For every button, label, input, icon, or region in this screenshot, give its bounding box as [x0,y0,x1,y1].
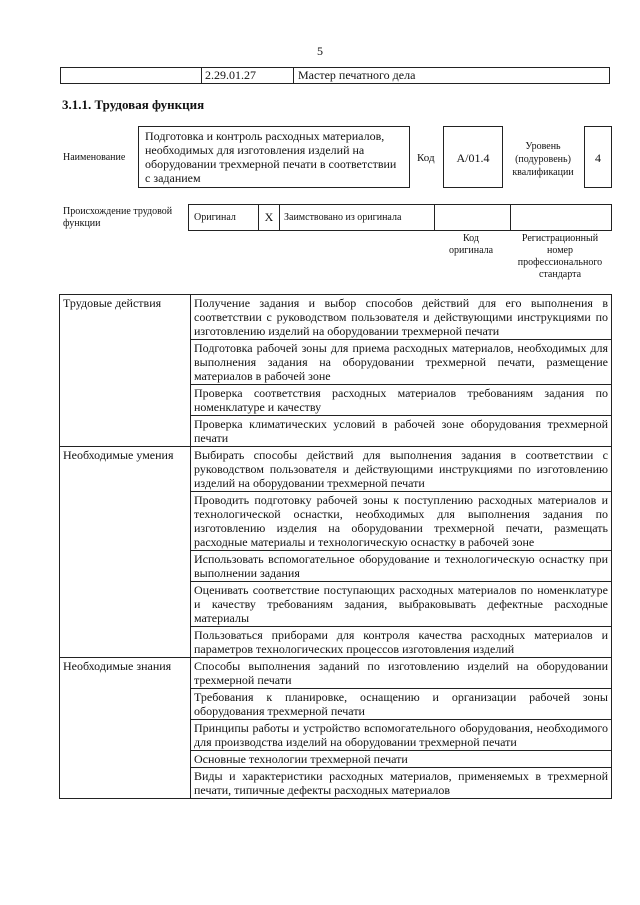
table-cell: Проверка соответствия расходных материалов требованиям задания по номенклатуре и качеству [191,385,612,416]
table-cell: Использовать вспомогательное оборудование и технологическую оснастку при выполнении задания [191,551,612,582]
table-cell: Требования к планировке, оснащению и организации рабочей зоны оборудования трехмерной печати [191,689,612,720]
table-cell: Подготовка рабочей зоны для приема расходных материалов, необходимых для выполнения задания на оборудовании трехмерной печати, размещение материалов в рабочей зоне [191,340,612,385]
origin-label: Происхождение трудовой функции [63,206,173,229]
section-heading: Необходимые знания [60,658,191,799]
requirements-table [59,294,612,799]
level-label: Уровень (подуровень) квалификации [512,141,574,178]
table-cell: Проводить подготовку рабочей зоны к поступлению расходных материалов и технологической оснастки, необходимых для выполнения задания по изготовлению изделия на оборудовании трехмерной печати, размещать расходные материалы и технологическую оснастку в рабочей зоне [191,492,612,551]
original-code-caption: Код оригинала [448,233,494,256]
header-empty-cell [61,68,202,84]
reg-number-caption: Регистрационный номер профессионального стандарта [517,233,603,280]
function-name-box [138,126,410,188]
table-cell: Получение задания и выбор способов действий для его выполнения в соответствии с руководством пользователя и действующими инструкциями по изготовлению изделий на оборудовании трехмерной печати [191,295,612,340]
original-code-cell [435,205,511,231]
table-row [60,295,612,340]
table-cell: Выбирать способы действий для выполнения задания в соответствии с руководством пользователя и действующими инструкциями по изготовлению изделий на оборудовании трехмерной печати [191,447,612,492]
header-row-table [60,67,610,84]
code-label: Код [417,152,435,164]
origin-table [188,204,612,231]
name-label: Наименование [63,152,126,163]
header-title: Мастер печатного дела [294,68,610,84]
section-heading: Трудовые действия [60,295,191,447]
table-cell: Принципы работы и устройство вспомогательного оборудования, необходимого для производства изделий на оборудовании трехмерной печати [191,720,612,751]
table-cell: Пользоваться приборами для контроля качества расходных материалов и параметров технологических процессов изготовления изделий [191,627,612,658]
table-cell: Основные технологии трехмерной печати [191,751,612,768]
table-row [60,447,612,492]
section-title: 3.1.1. Трудовая функция [62,97,205,112]
original-mark: X [259,205,280,231]
table-cell: Проверка климатических условий в рабочей зоне оборудования трехмерной печати [191,416,612,447]
function-code: A/01.4 [443,126,503,188]
function-name: Подготовка и контроль расходных материалов, необходимых для изготовления изделий на оборудовании трехмерной печати в соответствии с заданием [145,129,397,185]
original-cell: Оригинал [189,205,259,231]
page-number: 5 [317,44,323,58]
table-row [60,658,612,689]
table-cell: Виды и характеристики расходных материалов, применяемых в трехмерной печати, типичные дефекты расходных материалов [191,768,612,799]
header-code: 2.29.01.27 [202,68,294,84]
section-heading: Необходимые умения [60,447,191,658]
reg-number-cell [511,205,612,231]
borrowed-cell: Заимствовано из оригинала [280,205,435,231]
level-value: 4 [584,126,612,188]
table-cell: Оценивать соответствие поступающих расходных материалов по номенклатуре и качеству требованиям задания, выбраковывать дефектные расходные материалы [191,582,612,627]
table-cell: Способы выполнения заданий по изготовлению изделий на оборудовании трехмерной печати [191,658,612,689]
